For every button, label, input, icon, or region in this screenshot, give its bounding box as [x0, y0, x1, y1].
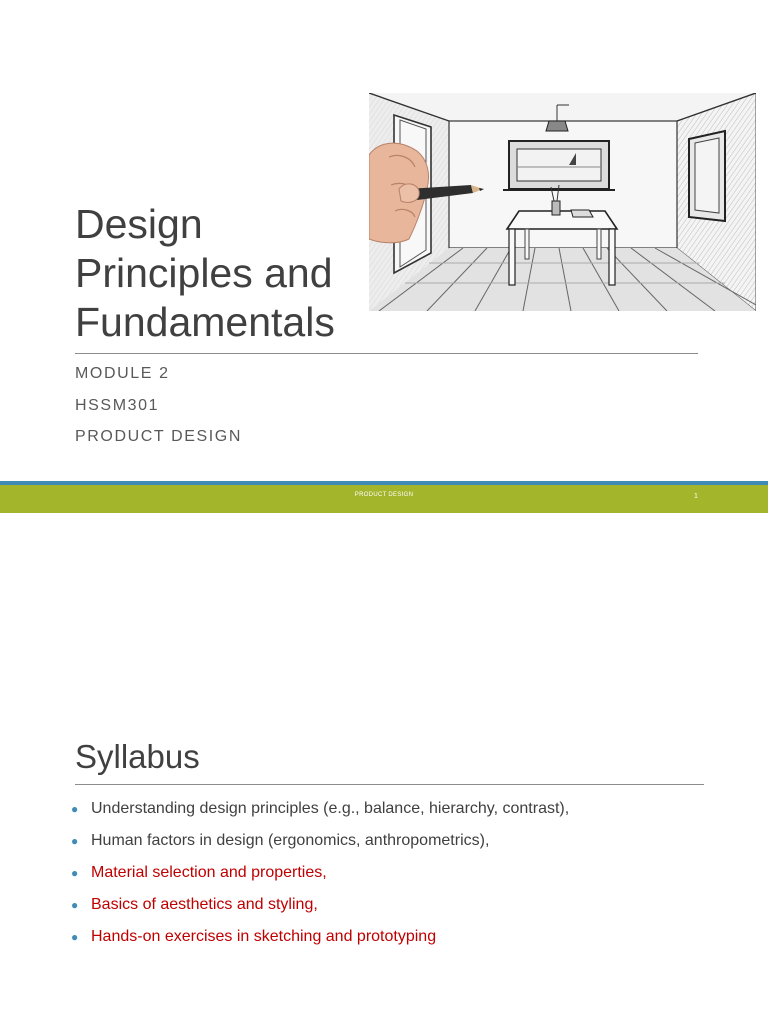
list-item: [68, 825, 728, 857]
footer-label: PRODUCT DESIGN: [354, 492, 414, 498]
syllabus-divider: [75, 784, 704, 785]
footer-bar: [0, 485, 768, 513]
syllabus-list: [68, 793, 728, 953]
title-divider: [75, 353, 698, 354]
bullet-icon: ●: [71, 802, 79, 816]
syllabus-title: Syllabus: [75, 738, 200, 775]
list-item: [68, 857, 728, 889]
bullet-icon: ●: [71, 866, 79, 880]
list-item: [68, 793, 728, 825]
slide-title-line: Principles and: [75, 250, 333, 296]
list-item: [68, 921, 728, 953]
bullet-icon: ●: [71, 930, 79, 944]
subtitle-course-code: HSSM301: [75, 397, 160, 414]
list-item-text: Material selection and properties,: [91, 864, 327, 881]
list-item-text: Human factors in design (ergonomics, anthropometrics),: [91, 832, 490, 849]
bullet-icon: ●: [71, 834, 79, 848]
list-item: [68, 889, 728, 921]
slide-title: [75, 200, 365, 347]
slide-number: 1: [694, 493, 698, 500]
perspective-room-sketch-image: [369, 93, 756, 311]
slide-title-line: Fundamentals: [75, 299, 335, 345]
list-item-text: Basics of aesthetics and styling,: [91, 896, 318, 913]
list-item-text: Understanding design principles (e.g., balance, hierarchy, contrast),: [91, 800, 570, 817]
bullet-icon: ●: [71, 898, 79, 912]
subtitle-module: MODULE 2: [75, 365, 170, 382]
subtitle-subject: PRODUCT DESIGN: [75, 428, 243, 445]
slide-title-line: Design: [75, 201, 203, 247]
list-item-text: Hands-on exercises in sketching and prototyping: [91, 928, 437, 945]
